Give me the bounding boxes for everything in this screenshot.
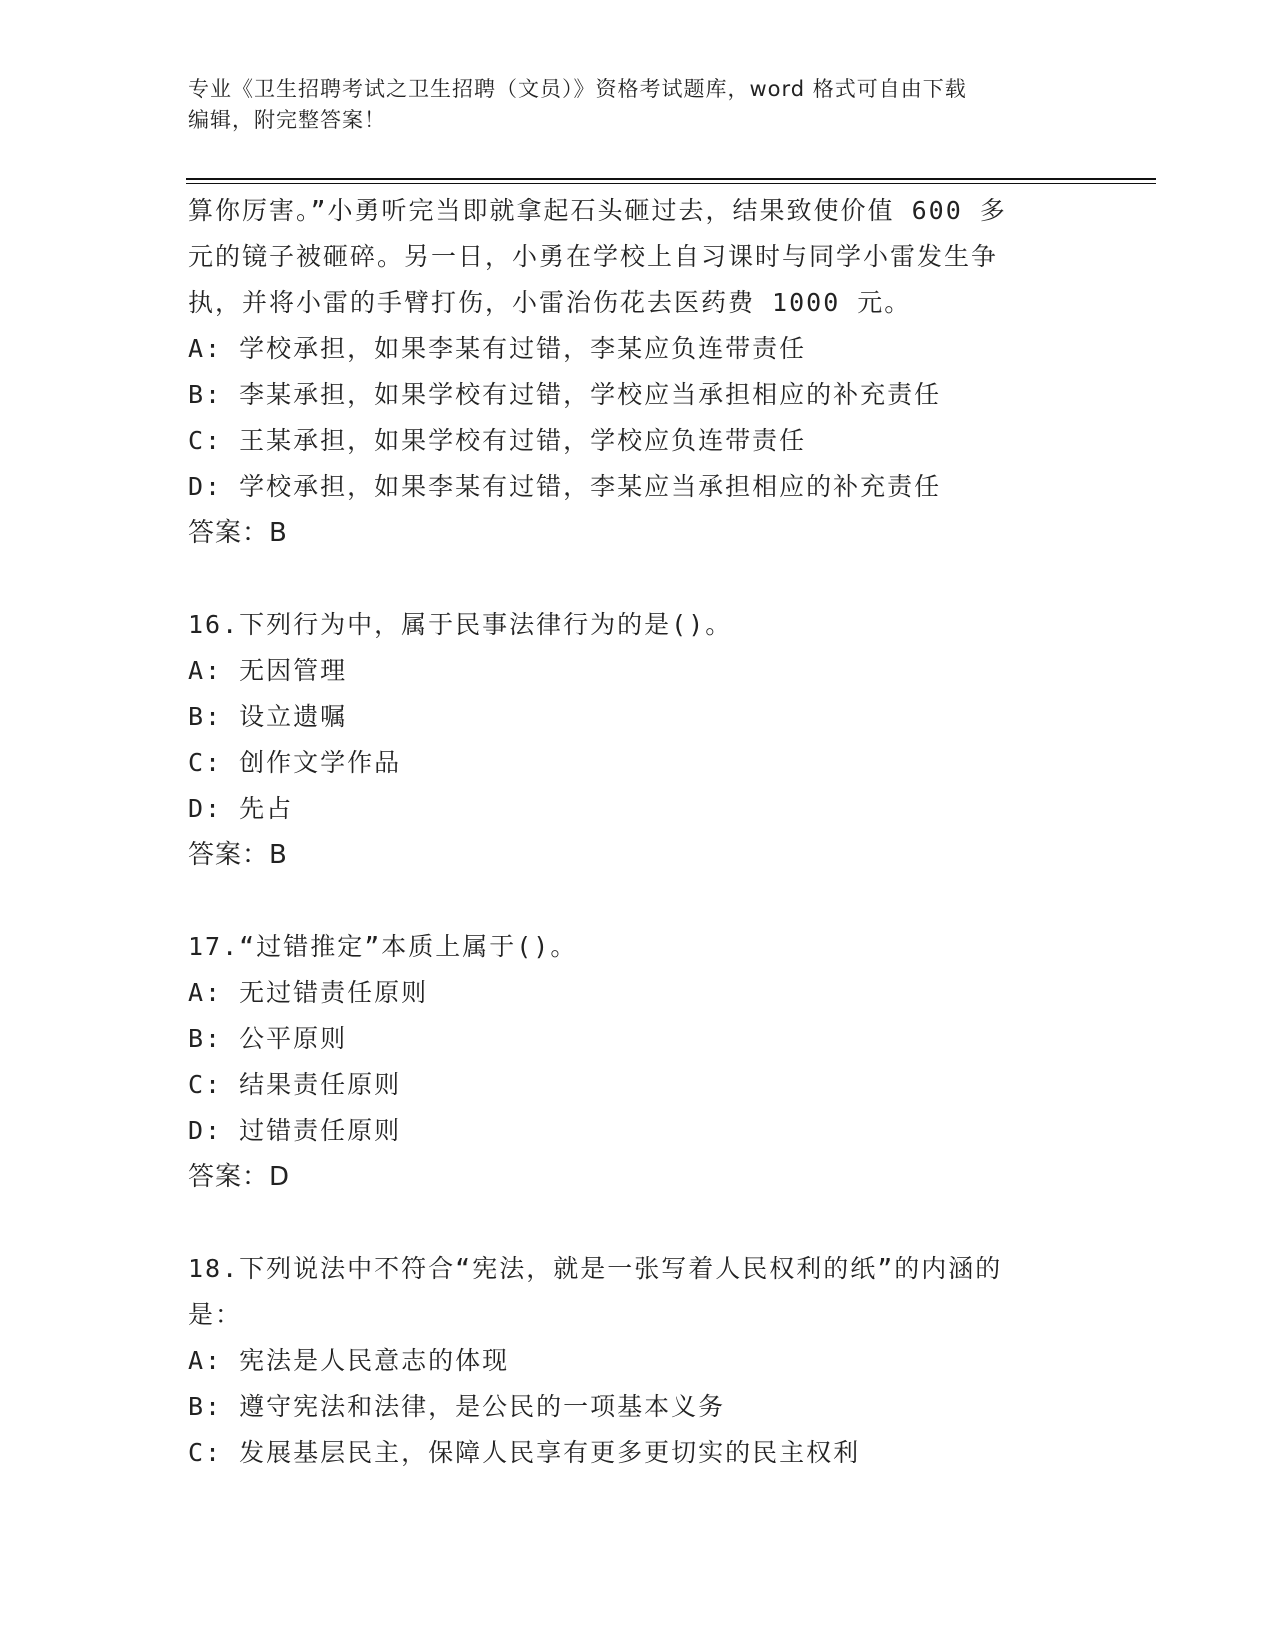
question-15: [188, 188, 1088, 556]
spacer: [188, 1200, 1088, 1246]
question-title: 16.下列行为中，属于民事法律行为的是()。: [188, 610, 733, 639]
question-16: [188, 602, 1088, 878]
question-title-continued: 是：: [188, 1300, 243, 1329]
header-divider-thick: [186, 178, 1156, 180]
header-line-1: 专业《卫生招聘考试之卫生招聘（文员）》资格考试题库，word 格式可自由下载: [188, 77, 967, 101]
page-header: [188, 74, 1088, 136]
question-text-line: 算你厉害。”小勇听完当即就拿起石头砸过去，结果致使价值 600 多: [188, 196, 1007, 225]
option-c: C: 结果责任原则: [188, 1070, 402, 1099]
option-d: D: 过错责任原则: [188, 1116, 402, 1145]
spacer: [188, 556, 1088, 602]
option-a: A: 无因管理: [188, 656, 348, 685]
question-text-line: 执，并将小雷的手臂打伤，小雷治伤花去医药费 1000 元。: [188, 288, 912, 317]
answer-label: 答案：B: [188, 840, 288, 870]
option-b: B: 遵守宪法和法律，是公民的一项基本义务: [188, 1392, 726, 1421]
answer-label: 答案：B: [188, 518, 288, 548]
question-title: 17.“过错推定”本质上属于()。: [188, 932, 578, 961]
spacer: [188, 878, 1088, 924]
option-a: A: 无过错责任原则: [188, 978, 429, 1007]
option-c: C: 王某承担，如果学校有过错，学校应负连带责任: [188, 426, 807, 455]
question-18: [188, 1246, 1088, 1476]
option-a: A: 宪法是人民意志的体现: [188, 1346, 510, 1375]
question-title: 18.下列说法中不符合“宪法，就是一张写着人民权利的纸”的内涵的: [188, 1254, 1003, 1283]
option-c: C: 创作文学作品: [188, 748, 402, 777]
question-text-line: 元的镜子被砸碎。另一日，小勇在学校上自习课时与同学小雷发生争: [188, 242, 999, 271]
option-a: A: 学校承担，如果李某有过错，李某应负连带责任: [188, 334, 807, 363]
option-b: B: 公平原则: [188, 1024, 348, 1053]
question-17: [188, 924, 1088, 1200]
header-line-2: 编辑，附完整答案！: [188, 108, 386, 132]
question-content: [188, 188, 1088, 1476]
option-d: D: 学校承担，如果李某有过错，李某应当承担相应的补充责任: [188, 472, 942, 501]
option-b: B: 李某承担，如果学校有过错，学校应当承担相应的补充责任: [188, 380, 942, 409]
option-d: D: 先占: [188, 794, 294, 823]
option-b: B: 设立遗嘱: [188, 702, 348, 731]
header-divider-thin: [186, 183, 1156, 184]
answer-label: 答案：D: [188, 1162, 291, 1192]
option-c: C: 发展基层民主，保障人民享有更多更切实的民主权利: [188, 1438, 861, 1467]
